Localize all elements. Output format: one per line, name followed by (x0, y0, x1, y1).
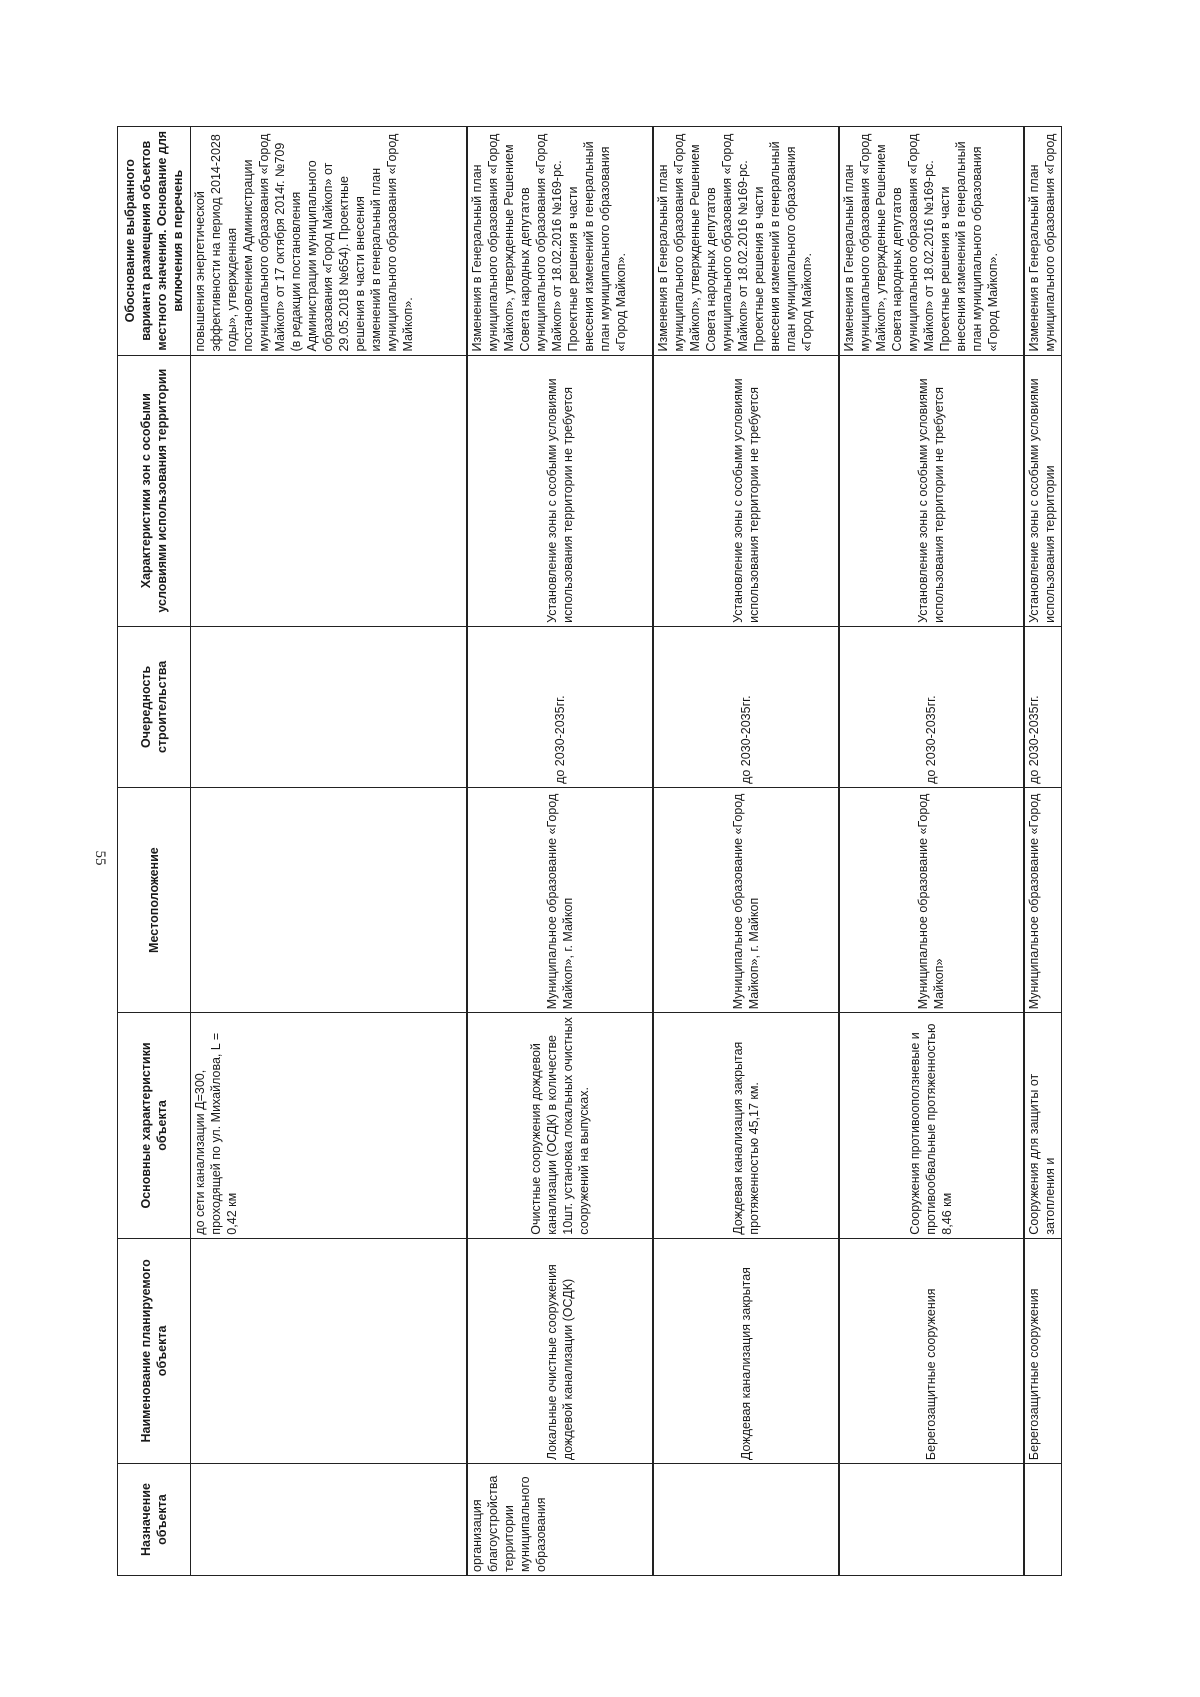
table-row (1024, 127, 1061, 1576)
cell-purpose: организация благоустройства территории муниципального образования (467, 1464, 653, 1576)
cell-name: Берегозащитные сооружения (1024, 1238, 1061, 1463)
cell-characteristics: до сети канализации Д=300, проходящей по ул. Михайлова, L = 0,42 км (191, 1013, 468, 1238)
cell-zones: Установление зоны с особыми условиями использования территории не требуется (839, 355, 1025, 626)
objects-table (117, 126, 1062, 1576)
header-name: Наименование планируемого объекта (118, 1238, 191, 1463)
cell-location: Муниципальное образование «Город Майкоп», г. Майкоп (467, 787, 653, 1012)
cell-characteristics: Сооружения противооползневые и противообвальные протяженностью 8,46 км (839, 1013, 1025, 1238)
cell-purpose (839, 1464, 1025, 1576)
cell-stage: до 2030-2035гг. (467, 626, 653, 787)
cell-characteristics: Дождевая канализация закрытая протяженностью 45,17 км. (653, 1013, 839, 1238)
header-purpose: Назначение объекта (118, 1464, 191, 1576)
cell-name: Локальные очистные сооружения дождевой канализации (ОСДК) (467, 1238, 653, 1463)
cell-justification: Изменения в Генеральный план муниципального образования «Город (1024, 127, 1061, 356)
page-number: 55 (92, 850, 108, 866)
cell-purpose (653, 1464, 839, 1576)
header-zones: Характеристики зон с особыми условиями использования территории (118, 355, 191, 626)
header-location: Местоположение (118, 787, 191, 1012)
cell-name: Берегозащитные сооружения (839, 1238, 1025, 1463)
cell-zones (191, 355, 468, 626)
header-stage: Очередность строительства (118, 626, 191, 787)
cell-zones: Установление зоны с особыми условиями использования территории (1024, 355, 1061, 626)
table-row (653, 127, 839, 1576)
cell-stage (191, 626, 468, 787)
table-row (839, 127, 1025, 1576)
cell-justification: повышения энергетической эффективности на период 2014-2028 годы», утвержденная постановлением Администрации муниципального образования «Город Майкоп» от 17 октября 2014г. №709 (в редакции постановления Администрации муниципального образования «Город Майкоп» от 29.05.2018 №654). Проектные решения в части внесения изменений в генеральный план муниципального образования «Город Майкоп». (191, 127, 468, 356)
cell-characteristics: Очистные сооружения дождевой канализации (ОСДК) в количестве 10шт. установка локальных очистных сооружений на выпусках. (467, 1013, 653, 1238)
header-characteristics: Основные характеристики объекта (118, 1013, 191, 1238)
table-header-row (118, 127, 191, 1576)
cell-purpose (191, 1464, 468, 1576)
cell-location (191, 787, 468, 1012)
header-justification: Обоснование выбранного варианта размещения объектов местного значения. Основание для включения в перечень (118, 127, 191, 356)
cell-location: Муниципальное образование «Город (1024, 787, 1061, 1012)
cell-justification: Изменения в Генеральный план муниципального образования «Город Майкоп», утвержденные Решением Совета народных депутатов муниципального образования «Город Майкоп» от 18.02.2016 №169-рс. Проектные решения в части внесения изменений в генеральный план муниципального образования «Город Майкоп». (653, 127, 839, 356)
cell-name (191, 1238, 468, 1463)
cell-stage: до 2030-2035гг. (653, 626, 839, 787)
table-row (467, 127, 653, 1576)
cell-justification: Изменения в Генеральный план муниципального образования «Город Майкоп», утвержденные Решением Совета народных депутатов муниципального образования «Город Майкоп» от 18.02.2016 №169-рс. Проектные решения в части внесения изменений в генеральный план муниципального образования «Город Майкоп». (839, 127, 1025, 356)
cell-location: Муниципальное образование «Город Майкоп», г. Майкоп (653, 787, 839, 1012)
table-row (191, 127, 468, 1576)
cell-characteristics: Сооружения для защиты от затопления и (1024, 1013, 1061, 1238)
cell-stage: до 2030-2035гг. (1024, 626, 1061, 787)
rotated-table-container (117, 126, 1062, 1576)
cell-stage: до 2030-2035гг. (839, 626, 1025, 787)
cell-purpose (1024, 1464, 1061, 1576)
cell-zones: Установление зоны с особыми условиями использования территории не требуется (653, 355, 839, 626)
cell-zones: Установление зоны с особыми условиями использования территории не требуется (467, 355, 653, 626)
cell-location: Муниципальное образование «Город Майкоп» (839, 787, 1025, 1012)
cell-name: Дождевая канализация закрытая (653, 1238, 839, 1463)
cell-justification: Изменения в Генеральный план муниципального образования «Город Майкоп», утвержденные Решением Совета народных депутатов муниципального образования «Город Майкоп» от 18.02.2016 №169-рс. Проектные решения в части внесения изменений в генеральный план муниципального образования «Город Майкоп». (467, 127, 653, 356)
